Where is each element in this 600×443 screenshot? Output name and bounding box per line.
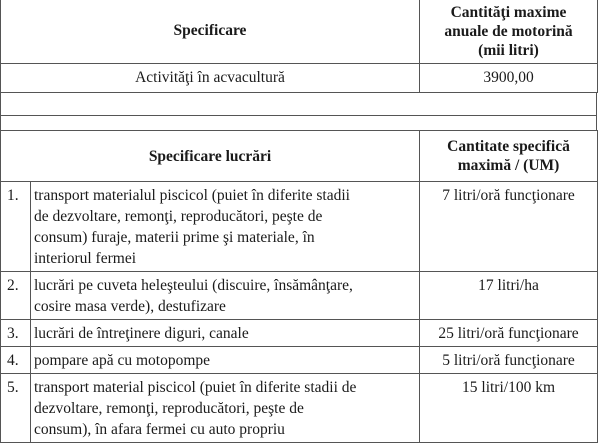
row-description	[31, 182, 420, 272]
header-specific-quantity-line1: Cantitate specifică	[447, 138, 570, 155]
table-spacer-row	[0, 93, 597, 116]
table-row	[1, 320, 598, 347]
row-description-line: consum), în afara fermei cu auto propriu	[34, 421, 285, 438]
table-header-row	[1, 0, 598, 64]
header-specific-quantity	[420, 131, 598, 182]
row-description-line: interiorul fermei	[34, 250, 136, 267]
header-specificare-lucrari-label: Specificare lucrări	[148, 147, 272, 165]
row-number: 3.	[1, 320, 31, 347]
table-row	[1, 272, 598, 320]
row-quantity: 15 litri/100 km	[420, 374, 598, 443]
table-gap	[0, 116, 597, 130]
table-row	[1, 182, 598, 272]
header-max-quantities-line3: (mii litri)	[478, 41, 539, 59]
header-specific-quantity-line2: maximă / (UM)	[457, 157, 560, 174]
table-row	[1, 347, 598, 374]
header-max-quantities-line1: Cantităţi maxime	[450, 3, 567, 21]
annual-quantities-table	[0, 0, 598, 93]
table-row	[1, 64, 598, 93]
row-description-line: cosire masa verde), destufizare	[34, 298, 226, 315]
row-number: 4.	[1, 347, 31, 374]
header-max-quantities	[420, 0, 598, 64]
row-number: 2.	[1, 272, 31, 320]
header-specificare-label: Specificare	[173, 22, 247, 39]
row-value-cell	[420, 64, 598, 93]
row-number: 5.	[1, 374, 31, 443]
row-quantity: 5 litri/oră funcţionare	[420, 347, 598, 374]
row-description-line: transport materialul piscicol (puiet în diferite stadii	[34, 187, 350, 204]
row-quantity: 7 litri/oră funcţionare	[420, 182, 598, 272]
row-description	[31, 374, 420, 443]
row-description	[31, 347, 420, 374]
row-description-line: transport material piscicol (puiet în diferite stadii de	[34, 379, 357, 396]
header-max-quantities-line2: anuale de motorină	[444, 22, 573, 40]
table-row	[1, 374, 598, 443]
work-specification-table	[0, 130, 598, 443]
row-spec-cell	[1, 64, 420, 93]
table-header-row	[1, 131, 598, 182]
row-quantity: 25 litri/oră funcţionare	[420, 320, 598, 347]
row-description-line: lucrări pe cuveta heleşteului (discuire, însămânţare,	[34, 277, 353, 294]
row-description-line: de dezvoltare, remonţi, reproducători, peşte de	[34, 208, 323, 225]
row-quantity: 17 litri/ha	[420, 272, 598, 320]
header-specificare-lucrari	[1, 131, 420, 182]
row-description-line: dezvoltare, remonţi, reproducători, peşte de	[34, 400, 304, 417]
header-specificare	[1, 0, 420, 64]
row-description	[31, 320, 420, 347]
row-value-text: 3900,00	[483, 69, 534, 86]
row-spec-text: Activităţi în acvacultură	[135, 69, 285, 86]
row-number: 1.	[1, 182, 31, 272]
row-description	[31, 272, 420, 320]
row-description-line: lucrări de întreţinere diguri, canale	[34, 325, 249, 342]
row-description-line: consum) furaje, materii prime şi materiale, în	[34, 229, 315, 246]
row-description-line: pompare apă cu motopompe	[34, 352, 211, 369]
